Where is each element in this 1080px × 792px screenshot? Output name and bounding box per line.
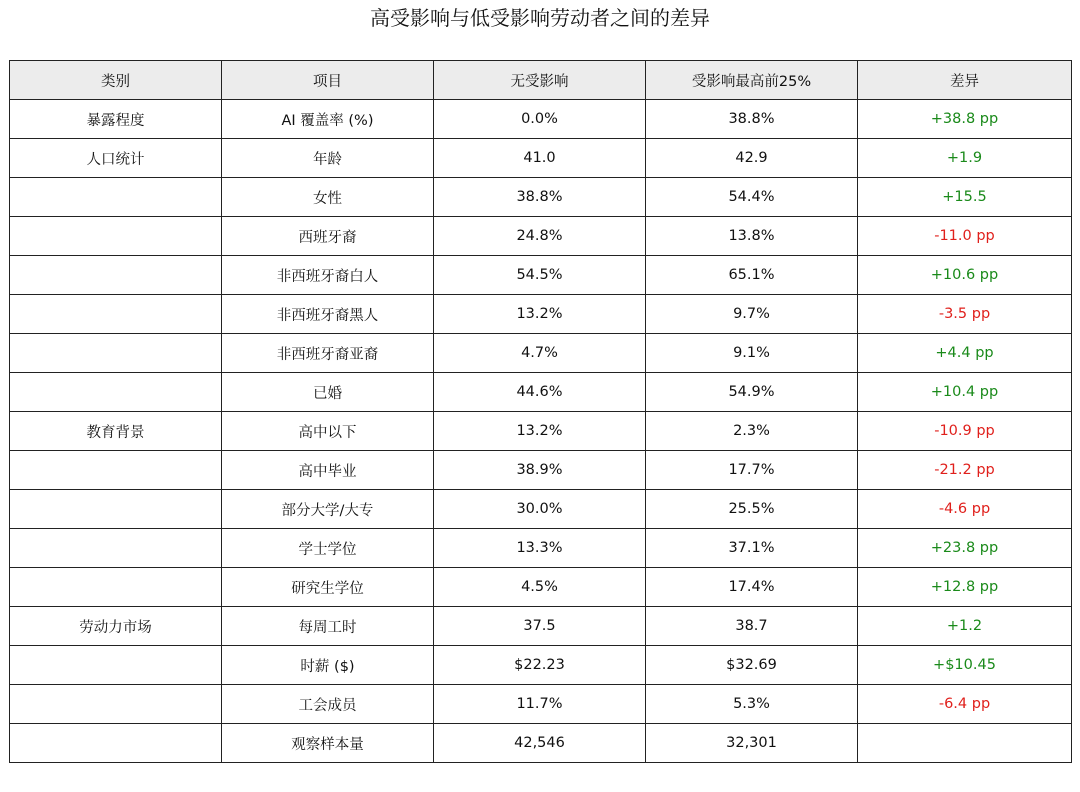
difference-value-cell: -4.6 pp [858, 490, 1072, 529]
table-header-row [10, 61, 1072, 100]
table-body [10, 100, 1072, 763]
top25-value-cell: 13.8% [646, 217, 858, 256]
column-header-unaffected: 无受影响 [434, 61, 646, 100]
table-row [10, 529, 1072, 568]
page-title: 高受影响与低受影响劳动者之间的差异 [370, 6, 710, 30]
difference-value-cell: +$10.45 [858, 646, 1072, 685]
item-cell: 观察样本量 [222, 724, 434, 763]
item-cell: 学士学位 [222, 529, 434, 568]
top25-value-cell: 17.4% [646, 568, 858, 607]
table-row [10, 295, 1072, 334]
unaffected-value-cell: 42,546 [434, 724, 646, 763]
top25-value-cell: 2.3% [646, 412, 858, 451]
category-cell: 暴露程度 [10, 100, 222, 139]
unaffected-value-cell: 38.8% [434, 178, 646, 217]
unaffected-value-cell: 38.9% [434, 451, 646, 490]
top25-value-cell: 9.7% [646, 295, 858, 334]
difference-value-cell [858, 724, 1072, 763]
category-cell [10, 295, 222, 334]
category-cell [10, 451, 222, 490]
column-header-difference: 差异 [858, 61, 1072, 100]
top25-value-cell: 38.8% [646, 100, 858, 139]
category-cell [10, 373, 222, 412]
column-header-category: 类别 [10, 61, 222, 100]
item-cell: 年龄 [222, 139, 434, 178]
item-cell: 西班牙裔 [222, 217, 434, 256]
category-cell: 劳动力市场 [10, 607, 222, 646]
unaffected-value-cell: 13.2% [434, 412, 646, 451]
item-cell: 已婚 [222, 373, 434, 412]
column-header-top25: 受影响最高前25% [646, 61, 858, 100]
unaffected-value-cell: 44.6% [434, 373, 646, 412]
top25-value-cell: $32.69 [646, 646, 858, 685]
difference-value-cell: -21.2 pp [858, 451, 1072, 490]
item-cell: 时薪 ($) [222, 646, 434, 685]
category-cell [10, 529, 222, 568]
item-cell: 非西班牙裔亚裔 [222, 334, 434, 373]
item-cell: 高中毕业 [222, 451, 434, 490]
category-cell [10, 334, 222, 373]
category-cell [10, 646, 222, 685]
top25-value-cell: 17.7% [646, 451, 858, 490]
column-header-item: 项目 [222, 61, 434, 100]
category-cell [10, 256, 222, 295]
comparison-table [9, 60, 1072, 763]
table-row [10, 373, 1072, 412]
unaffected-value-cell: 4.5% [434, 568, 646, 607]
top25-value-cell: 9.1% [646, 334, 858, 373]
item-cell: 女性 [222, 178, 434, 217]
unaffected-value-cell: 0.0% [434, 100, 646, 139]
unaffected-value-cell: 54.5% [434, 256, 646, 295]
unaffected-value-cell: $22.23 [434, 646, 646, 685]
unaffected-value-cell: 4.7% [434, 334, 646, 373]
top25-value-cell: 32,301 [646, 724, 858, 763]
unaffected-value-cell: 11.7% [434, 685, 646, 724]
table-row [10, 412, 1072, 451]
top25-value-cell: 37.1% [646, 529, 858, 568]
category-cell [10, 178, 222, 217]
difference-value-cell: +23.8 pp [858, 529, 1072, 568]
table-row [10, 646, 1072, 685]
difference-value-cell: -10.9 pp [858, 412, 1072, 451]
unaffected-value-cell: 13.3% [434, 529, 646, 568]
table-row [10, 490, 1072, 529]
table-row [10, 178, 1072, 217]
difference-value-cell: -3.5 pp [858, 295, 1072, 334]
table-row [10, 724, 1072, 763]
item-cell: AI 覆盖率 (%) [222, 100, 434, 139]
table-row [10, 568, 1072, 607]
table-row [10, 217, 1072, 256]
top25-value-cell: 42.9 [646, 139, 858, 178]
top25-value-cell: 54.4% [646, 178, 858, 217]
difference-value-cell: +10.6 pp [858, 256, 1072, 295]
table-row [10, 607, 1072, 646]
top25-value-cell: 65.1% [646, 256, 858, 295]
difference-value-cell: +38.8 pp [858, 100, 1072, 139]
item-cell: 部分大学/大专 [222, 490, 434, 529]
item-cell: 研究生学位 [222, 568, 434, 607]
table-row [10, 139, 1072, 178]
difference-value-cell: +15.5 [858, 178, 1072, 217]
unaffected-value-cell: 13.2% [434, 295, 646, 334]
unaffected-value-cell: 24.8% [434, 217, 646, 256]
item-cell: 非西班牙裔黑人 [222, 295, 434, 334]
table-row [10, 685, 1072, 724]
unaffected-value-cell: 30.0% [434, 490, 646, 529]
table-row [10, 451, 1072, 490]
item-cell: 每周工时 [222, 607, 434, 646]
category-cell: 教育背景 [10, 412, 222, 451]
category-cell [10, 217, 222, 256]
difference-value-cell: -6.4 pp [858, 685, 1072, 724]
difference-value-cell: +12.8 pp [858, 568, 1072, 607]
item-cell: 高中以下 [222, 412, 434, 451]
category-cell [10, 724, 222, 763]
category-cell [10, 490, 222, 529]
category-cell [10, 685, 222, 724]
difference-value-cell: +4.4 pp [858, 334, 1072, 373]
difference-value-cell: +10.4 pp [858, 373, 1072, 412]
unaffected-value-cell: 37.5 [434, 607, 646, 646]
top25-value-cell: 38.7 [646, 607, 858, 646]
difference-value-cell: -11.0 pp [858, 217, 1072, 256]
unaffected-value-cell: 41.0 [434, 139, 646, 178]
category-cell [10, 568, 222, 607]
top25-value-cell: 5.3% [646, 685, 858, 724]
table-row [10, 334, 1072, 373]
table-row [10, 256, 1072, 295]
table-row [10, 100, 1072, 139]
item-cell: 工会成员 [222, 685, 434, 724]
top25-value-cell: 25.5% [646, 490, 858, 529]
difference-value-cell: +1.2 [858, 607, 1072, 646]
difference-value-cell: +1.9 [858, 139, 1072, 178]
item-cell: 非西班牙裔白人 [222, 256, 434, 295]
top25-value-cell: 54.9% [646, 373, 858, 412]
category-cell: 人口统计 [10, 139, 222, 178]
